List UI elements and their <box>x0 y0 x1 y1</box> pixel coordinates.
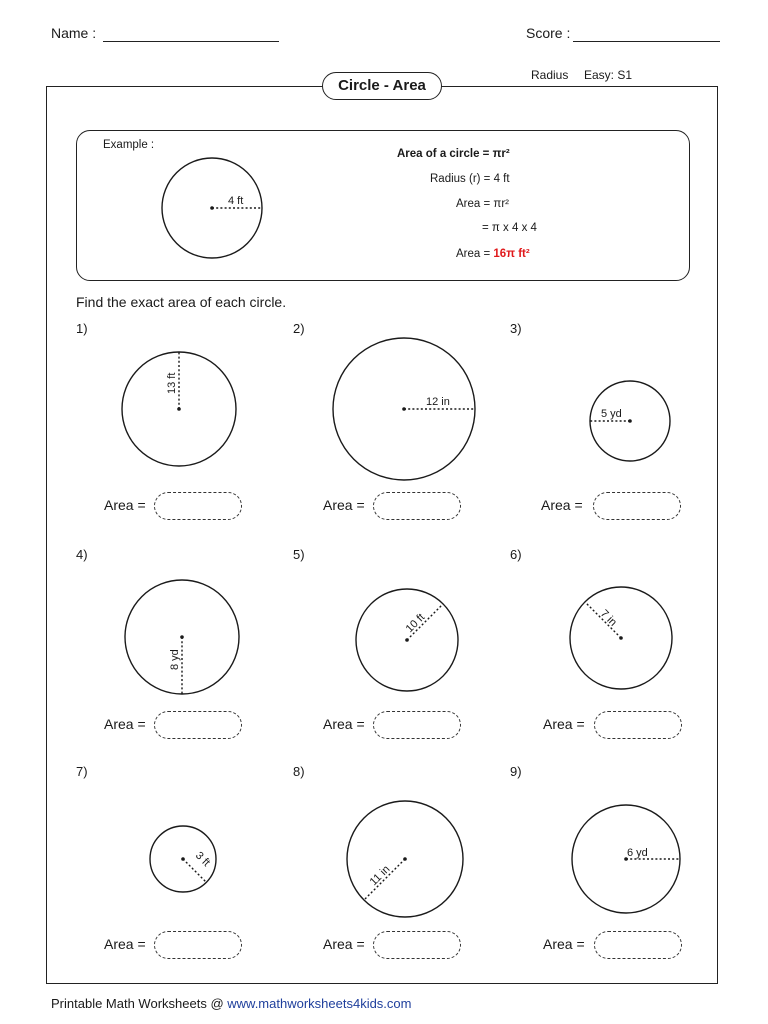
radius-label-3: 5 yd <box>601 408 622 420</box>
example-label: Example : <box>103 139 155 151</box>
radius-label-9: 6 yd <box>627 847 648 859</box>
example-radius-label: 4 ft <box>228 195 244 207</box>
area-label-4: Area = <box>104 716 146 732</box>
center-dot-7 <box>181 857 185 861</box>
footer-link[interactable]: www.mathworksheets4kids.com <box>227 996 412 1011</box>
center-dot-6 <box>619 636 623 640</box>
problem-number-6: 6) <box>510 547 522 562</box>
name-label: Name : <box>51 25 97 41</box>
area-label-8: Area = <box>323 936 365 952</box>
example-center-dot <box>210 206 214 210</box>
radius-label-1: 13 ft <box>166 372 178 394</box>
answer-box-7[interactable] <box>154 931 242 959</box>
area-label-7: Area = <box>104 936 146 952</box>
example-area-substitution: = π x 4 x 4 <box>482 222 537 234</box>
problem-number-4: 4) <box>76 547 88 562</box>
area-label-1: Area = <box>104 497 146 513</box>
worksheet-title: Circle - Area <box>322 72 442 100</box>
answer-box-9[interactable] <box>594 931 682 959</box>
problem-number-5: 5) <box>293 547 305 562</box>
center-dot-5 <box>405 638 409 642</box>
problem-number-1: 1) <box>76 321 88 336</box>
area-label-3: Area = <box>541 497 583 513</box>
answer-box-3[interactable] <box>593 492 681 520</box>
problem-number-8: 8) <box>293 764 305 779</box>
center-dot-3 <box>628 419 632 423</box>
center-dot-4 <box>180 635 184 639</box>
radius-label-4: 8 yd <box>169 649 181 670</box>
example-radius-line: Radius (r) = 4 ft <box>430 173 510 185</box>
problem-number-2: 2) <box>293 321 305 336</box>
example-area-formula: Area = πr² <box>456 198 509 210</box>
center-dot-8 <box>403 857 407 861</box>
area-label-2: Area = <box>323 497 365 513</box>
problem-number-3: 3) <box>510 321 522 336</box>
problem-number-7: 7) <box>76 764 88 779</box>
area-label-6: Area = <box>543 716 585 732</box>
center-dot-2 <box>402 407 406 411</box>
formula-title: Area of a circle = πr² <box>397 148 510 160</box>
center-dot-1 <box>177 407 181 411</box>
radius-label-7: 3 ft <box>192 849 213 869</box>
radius-label-6: 7 in <box>597 607 619 629</box>
area-label-5: Area = <box>323 716 365 732</box>
answer-box-8[interactable] <box>373 931 461 959</box>
score-label: Score : <box>526 25 571 41</box>
answer-box-2[interactable] <box>373 492 461 520</box>
problem-number-9: 9) <box>510 764 522 779</box>
radius-label-5: 10 ft <box>403 611 428 636</box>
topic-label: Radius <box>531 68 569 82</box>
example-answer-value: 16π ft² <box>493 248 530 260</box>
radius-label-8: 11 in <box>367 863 393 889</box>
area-label-9: Area = <box>543 936 585 952</box>
answer-box-4[interactable] <box>154 711 242 739</box>
footer <box>51 996 411 1011</box>
radius-label-2: 12 in <box>426 396 450 408</box>
answer-box-5[interactable] <box>373 711 461 739</box>
answer-box-1[interactable] <box>154 492 242 520</box>
example-answer-prefix: Area = <box>456 248 494 260</box>
footer-text: Printable Math Worksheets @ <box>51 996 228 1011</box>
answer-box-6[interactable] <box>594 711 682 739</box>
instructions: Find the exact area of each circle. <box>76 294 287 310</box>
level-label: Easy: S1 <box>584 68 633 82</box>
